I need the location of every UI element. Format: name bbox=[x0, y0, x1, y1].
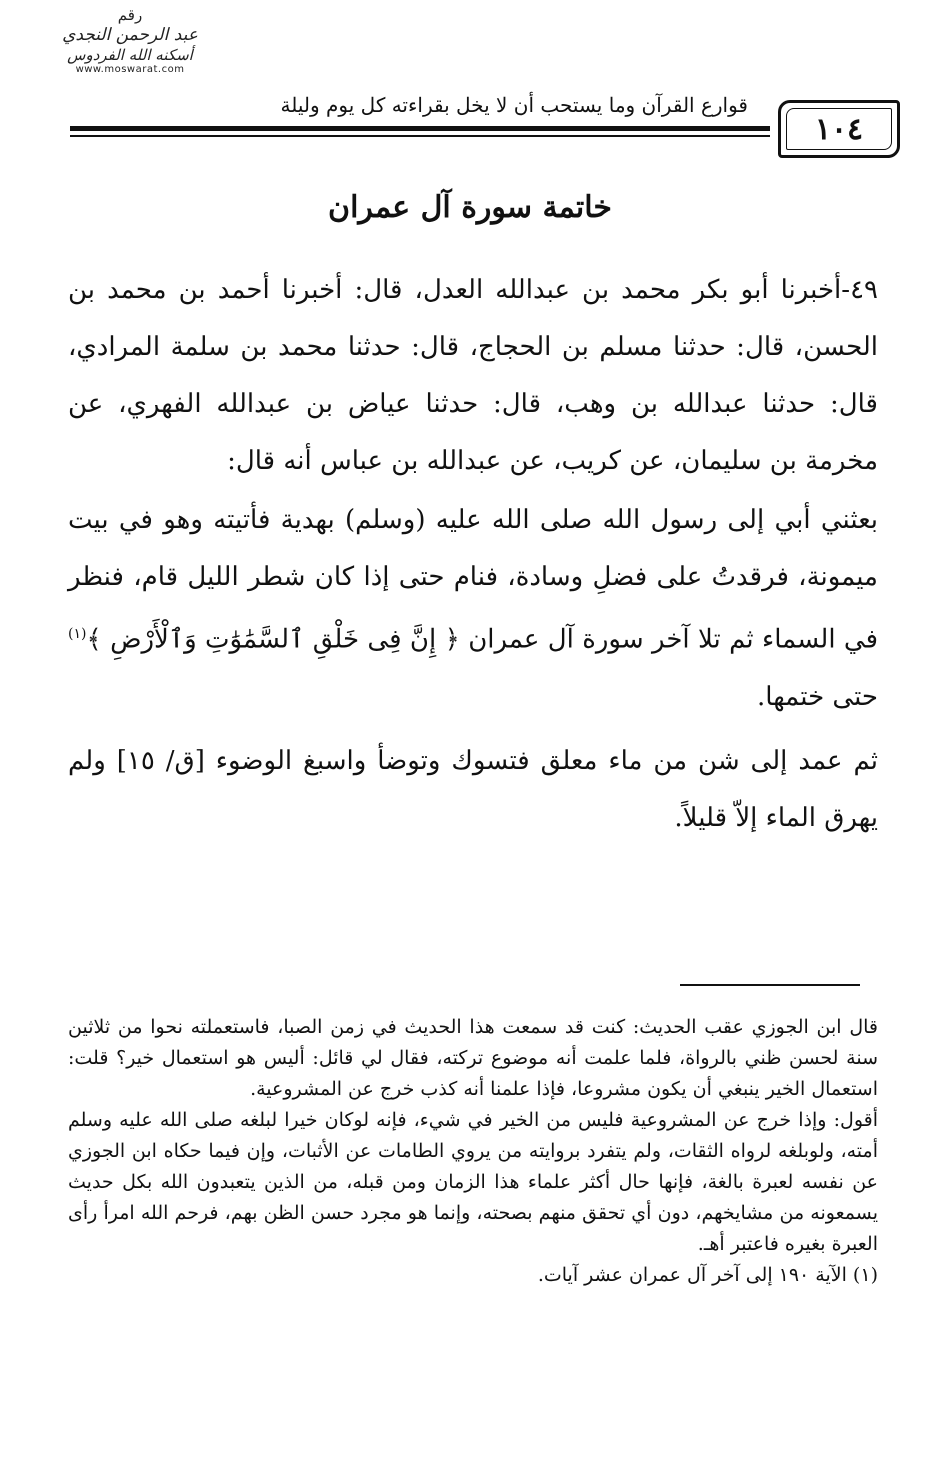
paragraph-text: ثم عمد إلى شن من ماء معلق فتسوك وتوضأ واسبغ الوضوء [ق/ ١٥] ولم يهرق الماء إلاّ قليلاً. bbox=[68, 746, 878, 833]
page-header bbox=[70, 92, 900, 162]
paragraph-isnad bbox=[68, 262, 878, 490]
watermark-line-3: أسكنه الله الفردوس bbox=[67, 46, 193, 64]
footnote-ibn-al-jawzi: قال ابن الجوزي عقب الحديث: كنت قد سمعت هذا الحديث في زمن الصبا، فاستعملته نحوا من ثلاثين سنة لحسن ظني بالرواة، فلما علمت أنه موضوع تركته، فقال لي قائل: أليس هو استعمال خير؟ قلت: استعمال الخير ينبغي أن يكون مشروعا، فإذا علمنا أنه كذب خرج عن المشروعية. bbox=[68, 1016, 878, 1100]
watermark-url: www.moswarat.com bbox=[75, 64, 185, 75]
footnote-separator bbox=[680, 984, 860, 986]
page-number: ١٠٤ bbox=[814, 111, 864, 147]
watermark-line-1: رقم bbox=[117, 6, 143, 24]
watermark-stamp bbox=[40, 6, 220, 84]
watermark-line-2: عبد الرحمن النجدي bbox=[62, 25, 198, 45]
header-rule-thick bbox=[70, 126, 770, 131]
footnote-comment: أقول: وإذا خرج عن المشروعية فليس من الخير في شيء، فإنه لوكان خيرا لبلغه صلى الله عليه وسلم أمته، ولوبلغه لرواه الثقات، ولم يتفرد بروايته من يروي الطامات عن الأثبات، وإن فيما حكاه ابن الجوزي عن نفسه لعبرة بالغة، فإنها حال أكثر علماء هذا الزمان ومن قبله، من الذين يتعبدون الله بكل حديث يسمعونه من مشايخهم، دون أي تحقق منهم بصحته، وإنما هو مجرد حسن الظن بهم، فرحم الله امرأ رأى العبرة بغيره فاعتبر أهـ. bbox=[68, 1109, 878, 1255]
hadith-text-after: حتى ختمها. bbox=[757, 681, 878, 712]
footnote-ref: (١) bbox=[68, 626, 87, 642]
paragraph-continuation bbox=[68, 733, 878, 847]
header-rule-thin bbox=[70, 135, 770, 137]
paragraph-hadith bbox=[68, 492, 878, 726]
section-title: خاتمة سورة آل عمران bbox=[328, 190, 612, 225]
footnotes bbox=[68, 1012, 878, 1291]
paragraph-text: ٤٩-أخبرنا أبو بكر محمد بن عبدالله العدل، قال: أخبرنا أحمد بن محمد بن الحسن، قال: حدثنا مسلم بن الحجاج، قال: حدثنا محمد بن سلمة المرادي، قال: حدثنا عبدالله بن وهب، قال: حدثنا عياض بن عبدالله الفهري، عن مخرمة بن سليمان، عن كريب، عن عبدالله بن عباس أنه قال: bbox=[68, 275, 878, 476]
paragraph-text bbox=[68, 492, 878, 726]
footnote-1: (١) الآية ١٩٠ إلى آخر آل عمران عشر آيات. bbox=[537, 1264, 878, 1286]
quran-verse: ﴿ إِنَّ فِى خَلْقِ ٱلسَّمَٰوَٰتِ وَٱلْأَرْضِ ﴾ bbox=[86, 624, 460, 655]
hadith-text-before: بعثني أبي إلى رسول الله صلى الله عليه (وسلم) بهدية فأتيته وهو في بيت ميمونة، فرقدتُ على فضلِ وسادة، فنام حتى إذا كان شطر الليل قام، فنظر في السماء ثم تلا آخر سورة آل عمران bbox=[68, 505, 879, 655]
page-number-frame bbox=[778, 100, 900, 158]
running-title: قوارع القرآن وما يستحب أن لا يخل بقراءته كل يوم وليلة bbox=[280, 93, 748, 117]
